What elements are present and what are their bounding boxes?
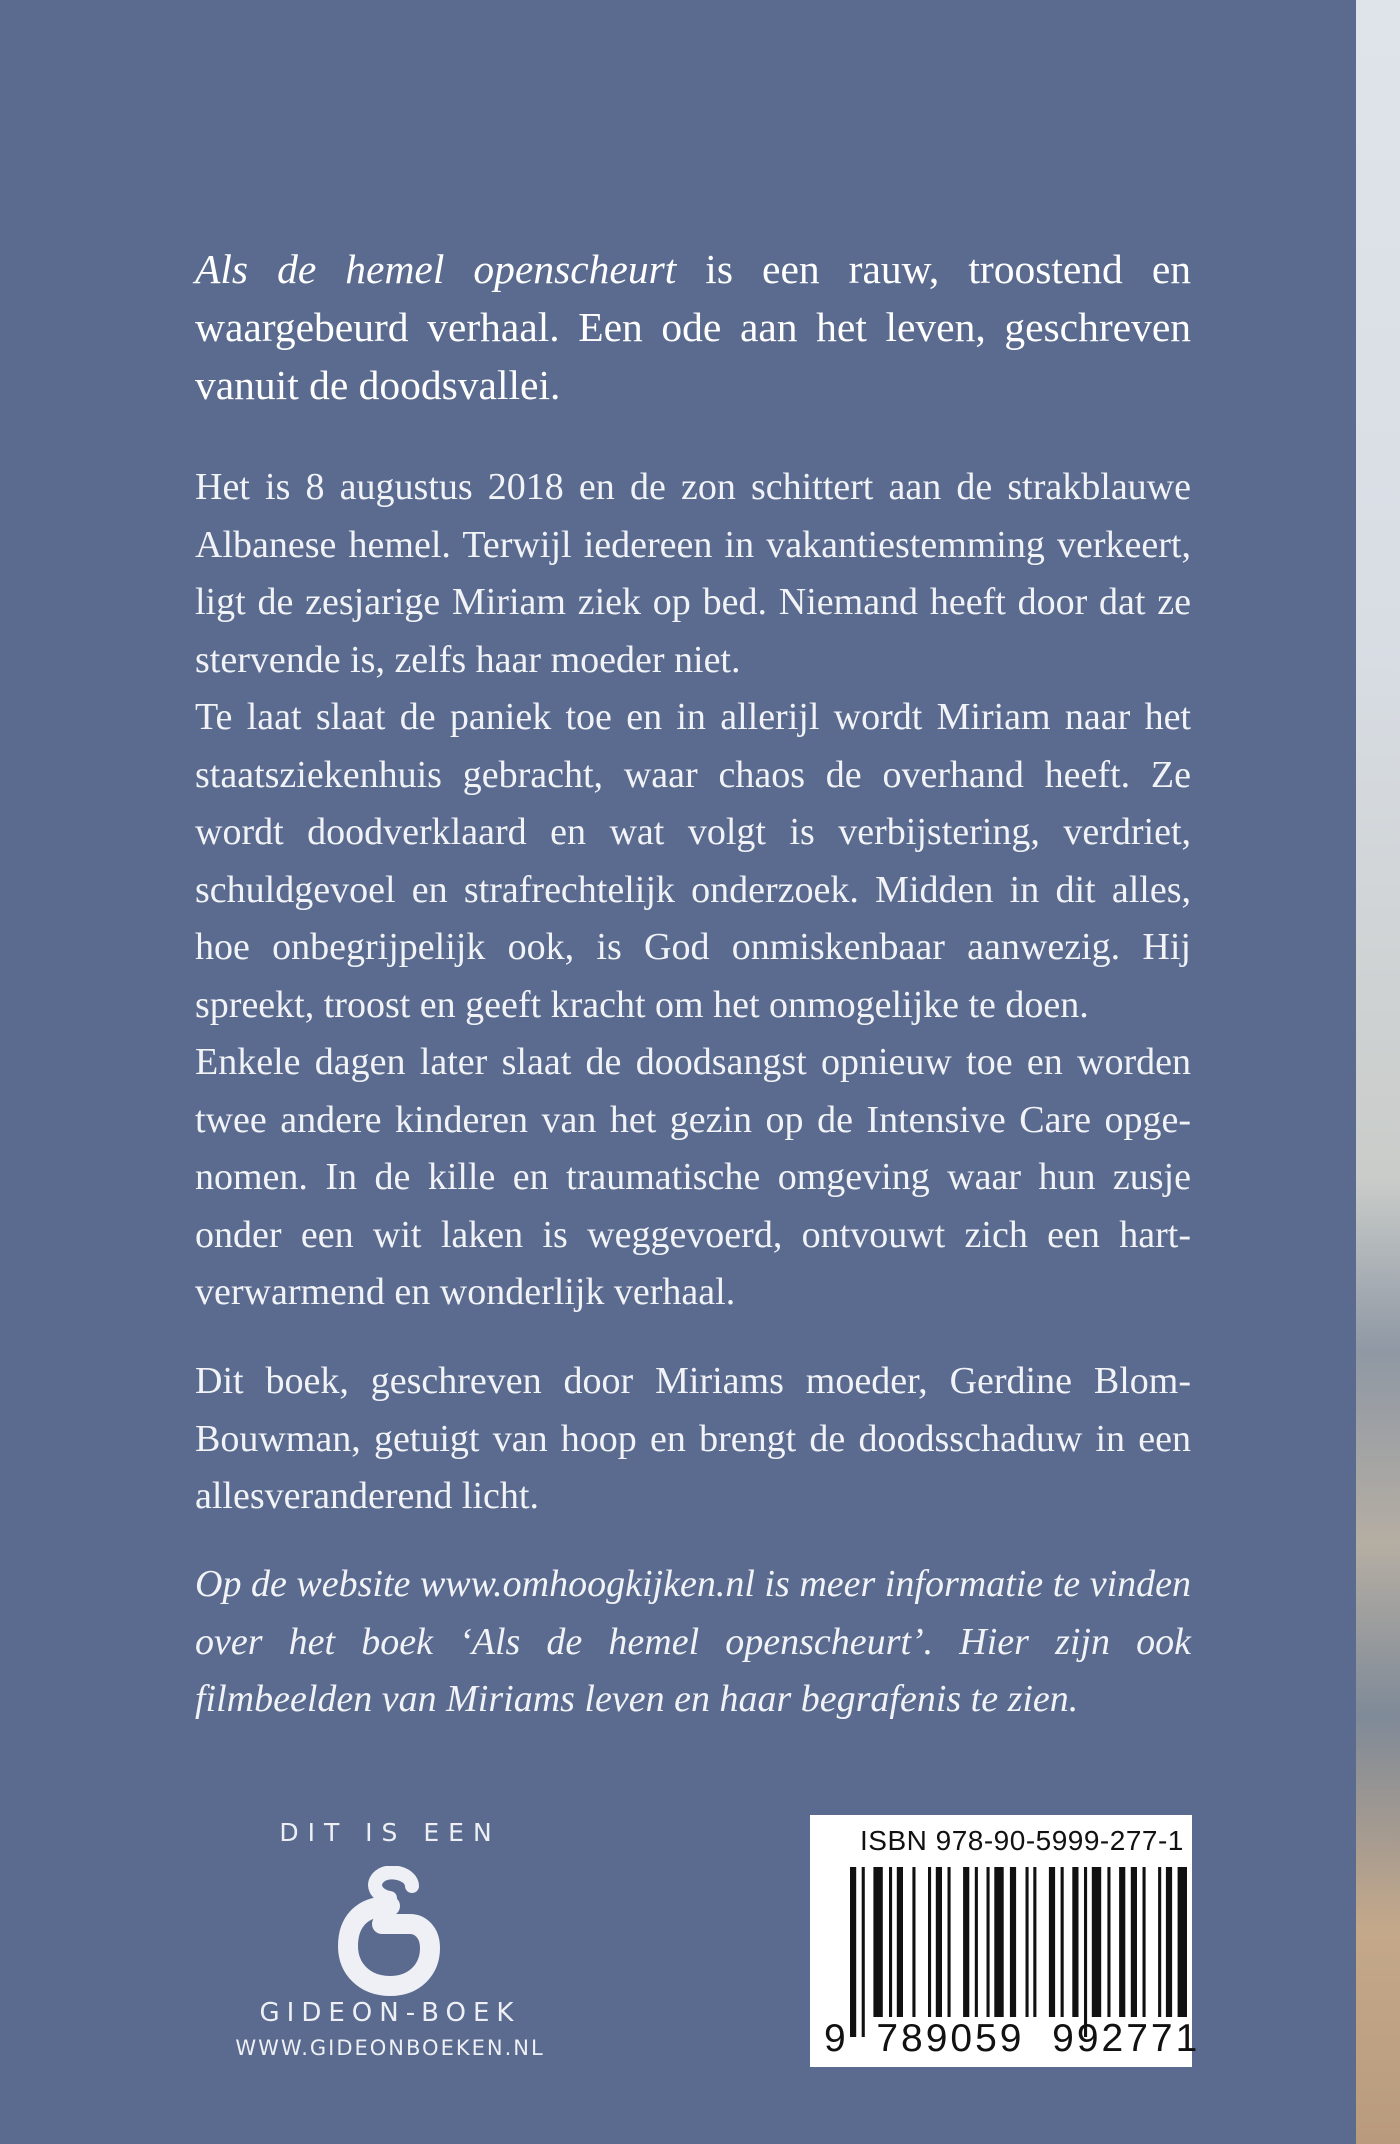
barcode-bar [1072, 1867, 1078, 2017]
barcode-bar [897, 1867, 903, 2017]
publisher-url: WWW.GIDEONBOEKEN.NL [235, 2036, 545, 2060]
website-note: Op de website www.omhoogkijken.nl is meer informatie te vinden over het boek ‘Als de hemel openscheurt’. Hier zijn ook filmbeelden van Miriams leven en haar begrafenis te zien. [195, 1563, 1191, 1720]
publisher-name: GIDEON-BOEK [259, 1998, 521, 2028]
barcode-bar [1143, 1867, 1146, 2017]
barcode-digits: 9 789059 992771 [824, 2017, 1201, 2060]
story-block [195, 459, 1191, 1322]
barcode-bar [862, 1867, 865, 2037]
barcode-bar [912, 1867, 915, 2017]
story-paragraph: Enkele dagen later slaat de doodsangst opnieuw toe en worden twee andere kinderen van het gezin op de Intensive Care opge-nomen. In de kille en traumatische omgeving waar hun zusje onder een wit laken is weggevoerd, ontvouwt zich een hart-verwarmend en wonderlijk verhaal. [195, 1041, 1191, 1313]
barcode-bar [994, 1867, 1003, 2017]
story-paragraph: Het is 8 augustus 2018 en de zon schittert aan de strakblauwe Albanese hemel. Terwijl iedereen in vakantiestemming verkeert, ligt de zesjarige Miriam ziek op bed. Niemand heeft door dat ze stervende is, zelfs haar moeder niet. [195, 466, 1191, 681]
barcode-bar [975, 1867, 978, 2017]
publisher-tagline: DIT IS EEN [279, 1818, 501, 1847]
barcode-bar [873, 1867, 882, 2017]
barcode-bar [1049, 1867, 1055, 2017]
barcode-bar [1084, 1867, 1087, 2037]
barcode-bar [987, 1867, 990, 2017]
barcode-bar [948, 1867, 951, 2017]
barcode-bar [1026, 1867, 1029, 2017]
barcode-bar [1166, 1867, 1172, 2017]
isbn-label: ISBN 978-90-5999-277-1 [860, 1825, 1184, 1856]
lead-text: is een rauw, troostend en waargebeurd verhaal. Een ode aan het leven, geschreven vanuit de doodsvallei. [195, 246, 1191, 408]
story-paragraph: Te laat slaat de paniek toe en in allerijl wordt Miriam naar het staatsziekenhuis gebracht, waar chaos de overhand heeft. Ze wordt doodverklaard en wat volgt is verbijstering, verdriet, schuldgevoel en strafrechtelijk onderzoek. Midden in dit alles, hoe onbegrijpelijk ook, is God onmiskenbaar aanwezig. Hij spreekt, troost en geeft kracht om het onmogelijke te doen. [195, 696, 1191, 1026]
barcode-bar [1092, 1867, 1101, 2017]
barcode-bar [889, 1867, 892, 2017]
lead-paragraph [195, 240, 1191, 414]
barcode-bar [1010, 1867, 1016, 2017]
closing-paragraph: Dit boek, geschreven door Miriams moeder, Gerdine Blom-Bouwman, getuigt van hoop en brengt de doodsschaduw in een allesveranderend licht. [195, 1360, 1191, 1517]
barcode-bar [1107, 1867, 1110, 2017]
barcode-bar [963, 1867, 969, 2017]
book-title-italic: Als de hemel openscheurt [195, 246, 677, 292]
barcode-bar [936, 1867, 942, 2017]
barcode-bar [1158, 1867, 1161, 2017]
isbn-barcode [810, 1815, 1201, 2067]
barcode-bar [928, 1867, 931, 2017]
cover-photo-edge [1356, 0, 1400, 2144]
barcode-bar [1119, 1867, 1125, 2017]
barcode-bar [1131, 1867, 1137, 2017]
barcode-bar [1033, 1867, 1036, 2017]
barcode-bar [1061, 1867, 1064, 2017]
publisher-logo-block [220, 1810, 560, 2070]
barcode-bar [1178, 1867, 1187, 2017]
barcode-bar [850, 1867, 856, 2037]
